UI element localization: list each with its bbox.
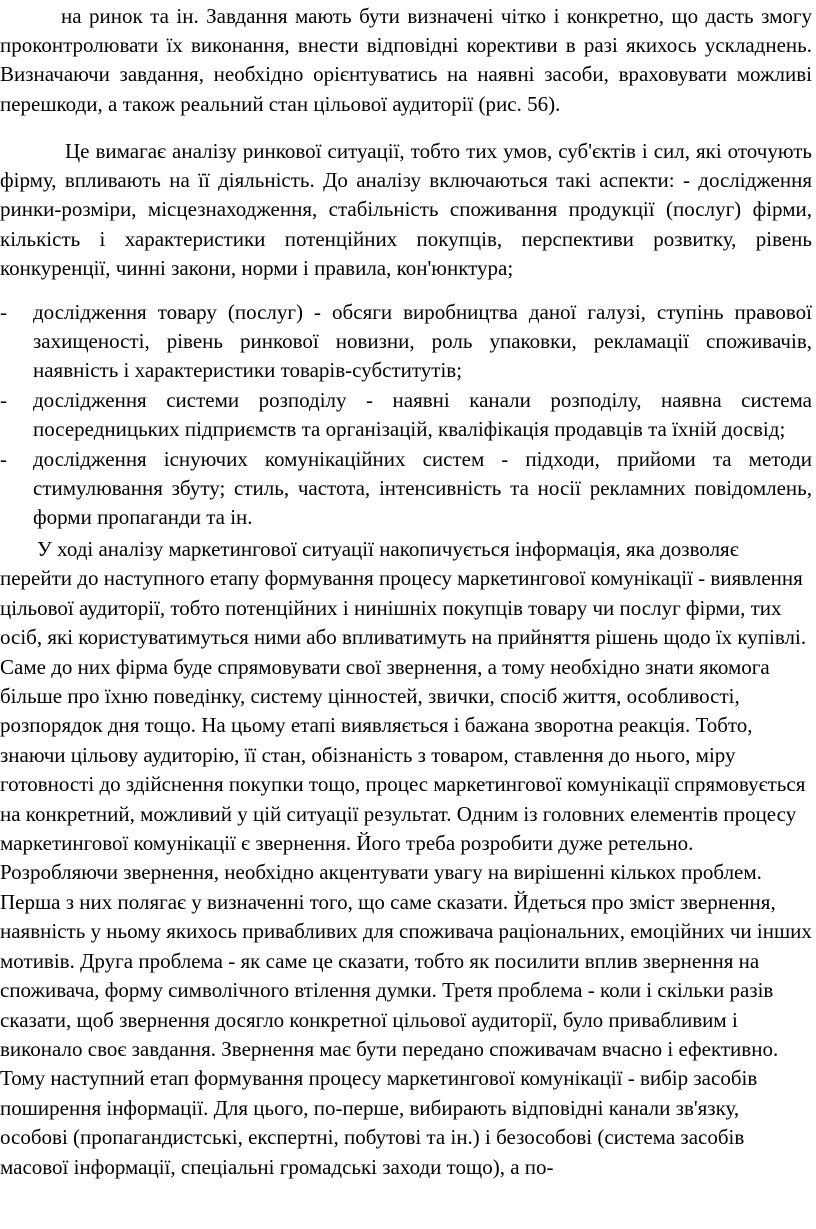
list-item-text: дослідження системи розподілу - наявні канали розподілу, наявна система посередницьких підприємств та організацій, кваліфікація продавців та їхній досвід; [33, 388, 812, 442]
list-item [0, 386, 812, 444]
list-item [0, 298, 812, 386]
analysis-aspects-list [0, 298, 812, 533]
list-item-text: дослідження товару (послуг) - обсяги виробництва даної галузі, ступінь правової захищеності, рівень ринкової новизни, роль упаковки, рекламації споживачів, наявність і характеристики товарів-субститутів; [33, 300, 812, 383]
list-dash: - [0, 388, 7, 413]
list-item-text: дослідження існуючих комунікаційних систем - підходи, прийоми та методи стимулювання збуту; стиль, частота, інтенсивність та носії рекламних повідомлень, форми пропаганди та ін. [33, 447, 812, 530]
paragraph-target-audience: У ході аналізу маркетингової ситуації накопичується інформація, яка дозволяє перейти до наступного етапу формування процесу маркетингової комунікації - виявлення цільової аудиторії, тобто потенційних і нинішніх покупців товару чи послуг фірми, тих осіб, які користуватимуться ними або впливатимуть на прийняття рішень щодо їх купівлі. Саме до них фірма буде спрямовувати свої звернення, а тому необхідно знати якомога більше про їхню поведінку, систему цінностей, звички, спосіб життя, особливості, розпорядок дня тощо. На цьому етапі виявляється і бажана зворотна реакція. Тобто, знаючи цільову аудиторію, її стан, обізнаність з товаром, ставлення до нього, міру готовності до здійснення покупки тощо, процес маркетингової комунікації спрямовується на конкретний, можливий у цій ситуації результат. Одним із головних елементів процесу маркетингової комунікації є звернення. Його треба розробити дуже ретельно. Розробляючи звернення, необхідно акцентувати увагу на вирішенні кількох проблем. Перша з них полягає у визначенні того, що саме сказати. Йдеться про зміст звернення, наявність у ньому якихось привабливих для споживача раціональних, емоційних чи інших мотивів. Друга проблема - як саме це сказати, тобто як посилити вплив звернення на споживача, форму символічного втілення думки. Третя проблема - коли і скільки разів сказати, щоб звернення досягло конкретної цільової аудиторії, було привабливим і виконало своє завдання. Звернення має бути передано споживачам вчасно і ефективно. Тому наступний етап формування процесу маркетингової комунікації - вибір засобів поширення інформації. Для цього, по-перше, вибирають відповідні канали зв'язку, особові (пропагандистські, експертні, побутові та ін.) і безособові (система засобів масової інформації, спеціальні громадські заходи тощо), а по- [0, 537, 812, 1179]
list-item [0, 445, 812, 533]
paragraph-task-definition: на ринок та ін. Завдання мають бути визначені чітко і конкретно, що дасть змогу проконтролювати їх виконання, внести відповідні корективи в разі якихось ускладнень. Визначаючи завдання, необхідно орієнтуватись на наявні засоби, враховувати можливі перешкоди, а також реальний стан цільової аудиторії (рис. 56). [0, 4, 812, 116]
list-dash: - [0, 447, 7, 472]
paragraph-market-analysis: Це вимагає аналізу ринкової ситуації, тобто тих умов, суб'єктів і сил, які оточують фірму, впливають на її діяльність. До аналізу включаються такі аспекти: - дослідження ринки-розміри, місцезнаходження, стабільність споживання продукції (послуг) фірми, кількість і характеристики потенційних покупців, перспективи розвитку, рівень конкуренції, чинні закони, норми і правила, кон'юнктура; [0, 139, 812, 280]
list-dash: - [0, 300, 7, 324]
